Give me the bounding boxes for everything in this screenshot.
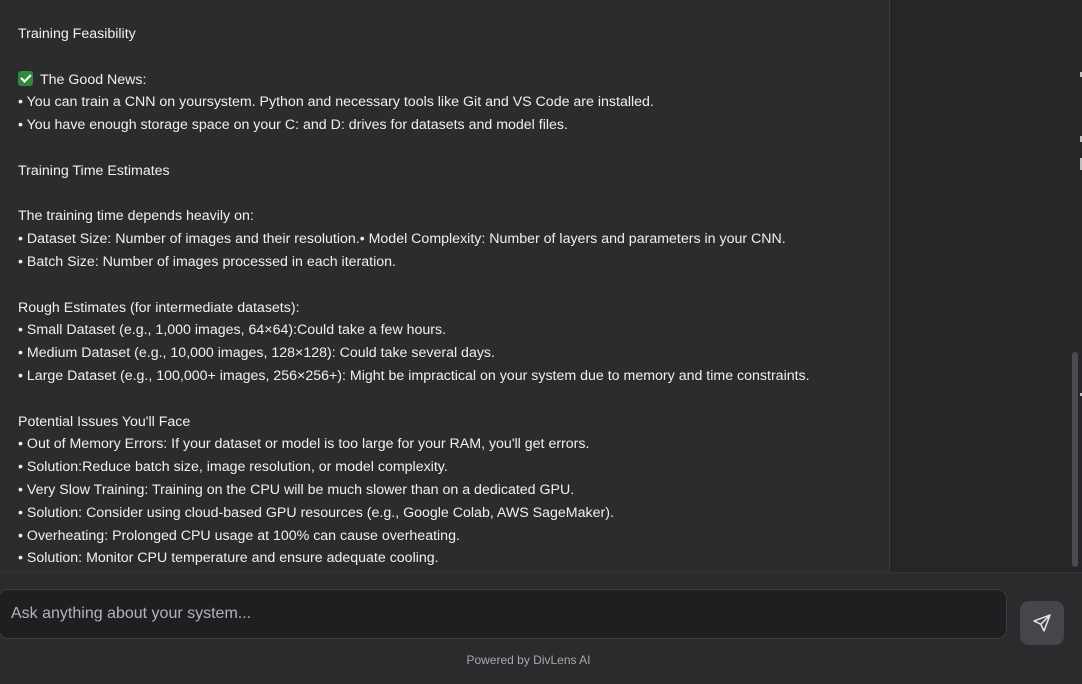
message-line-text: • Dataset Size: Number of images and their resolution.• Model Complexity: Number of layers and parameters in your CNN.: [18, 231, 786, 248]
send-button[interactable]: [1020, 601, 1064, 645]
check-mark-icon: [18, 71, 33, 86]
message-line-text: • Solution: Monitor CPU temperature and ensure adequate cooling.: [18, 550, 439, 567]
message-line: [18, 297, 889, 320]
message-line-text: • Very Slow Training: Training on the CPU will be much slower than on a dedicated GPU.: [18, 481, 575, 498]
message-line: [18, 91, 889, 114]
send-icon: [1032, 613, 1052, 633]
message-line-text: • Solution:Reduce batch size, image resolution, or model complexity.: [18, 459, 448, 476]
message-line: [18, 547, 889, 570]
message-line-text: • You can train a CNN on yoursystem. Python and necessary tools like Git and VS Code are installed.: [18, 94, 654, 111]
message-line-text: Training Feasibility: [18, 26, 136, 42]
right-side-panel: [891, 0, 1082, 572]
message-line: [18, 319, 889, 342]
message-line: [18, 342, 889, 365]
message-line-text: • You have enough storage space on your C: and D: drives for datasets and model files.: [18, 117, 568, 134]
message-line: [18, 525, 889, 548]
message-line: [18, 205, 889, 228]
blank-line: [18, 183, 889, 206]
blank-line: [18, 137, 889, 160]
blank-line: [18, 274, 889, 297]
message-line: [18, 456, 889, 479]
message-line: [18, 251, 889, 274]
message-line-text: • Overheating: Prolonged CPU usage at 100% can cause overheating.: [18, 527, 460, 544]
chat-input-container: [0, 589, 1007, 639]
message-line-text: • Large Dataset (e.g., 100,000+ images, 256×256+): Might be impractical on your system due to memory and time constraints.: [18, 367, 810, 384]
message-line: [18, 411, 889, 434]
message-line-text: • Batch Size: Number of images processed in each iteration.: [18, 253, 396, 270]
blank-line: [18, 46, 889, 69]
message-line-text: The training time depends heavily on:: [18, 208, 254, 225]
message-line-text: • Small Dataset (e.g., 1,000 images, 64×64):Could take a few hours.: [18, 322, 447, 339]
message-line: [18, 365, 889, 388]
powered-by-footer: Powered by DivLens AI: [466, 653, 591, 667]
message-line-text: • Solution: Consider using cloud-based GPU resources (e.g., Google Colab, AWS SageMaker).: [18, 504, 614, 521]
message-line-text: Potential Issues You'll Face: [18, 413, 191, 430]
chat-scrollbar[interactable]: [1071, 0, 1079, 572]
message-line: [18, 23, 889, 46]
message-line: [18, 69, 889, 92]
message-line-text: • Medium Dataset (e.g., 10,000 images, 128×128): Could take several days.: [18, 345, 495, 362]
message-line: [18, 114, 889, 137]
message-line: [18, 160, 889, 183]
composer-bar: [0, 572, 1082, 684]
message-line-text: Training Time Estimates: [18, 162, 170, 179]
message-line: [18, 479, 889, 502]
scrollbar-thumb[interactable]: [1072, 352, 1078, 567]
message-line: [18, 502, 889, 525]
chat-input[interactable]: [0, 590, 1006, 638]
message-line-text: Rough Estimates (for intermediate datasets):: [18, 299, 300, 316]
message-line-text: The Good News:: [40, 71, 147, 88]
message-line: [18, 433, 889, 456]
message-line-text: • Out of Memory Errors: If your dataset or model is too large for your RAM, you'll get errors.: [18, 436, 590, 453]
blank-line: [18, 388, 889, 411]
message-line: [18, 228, 889, 251]
